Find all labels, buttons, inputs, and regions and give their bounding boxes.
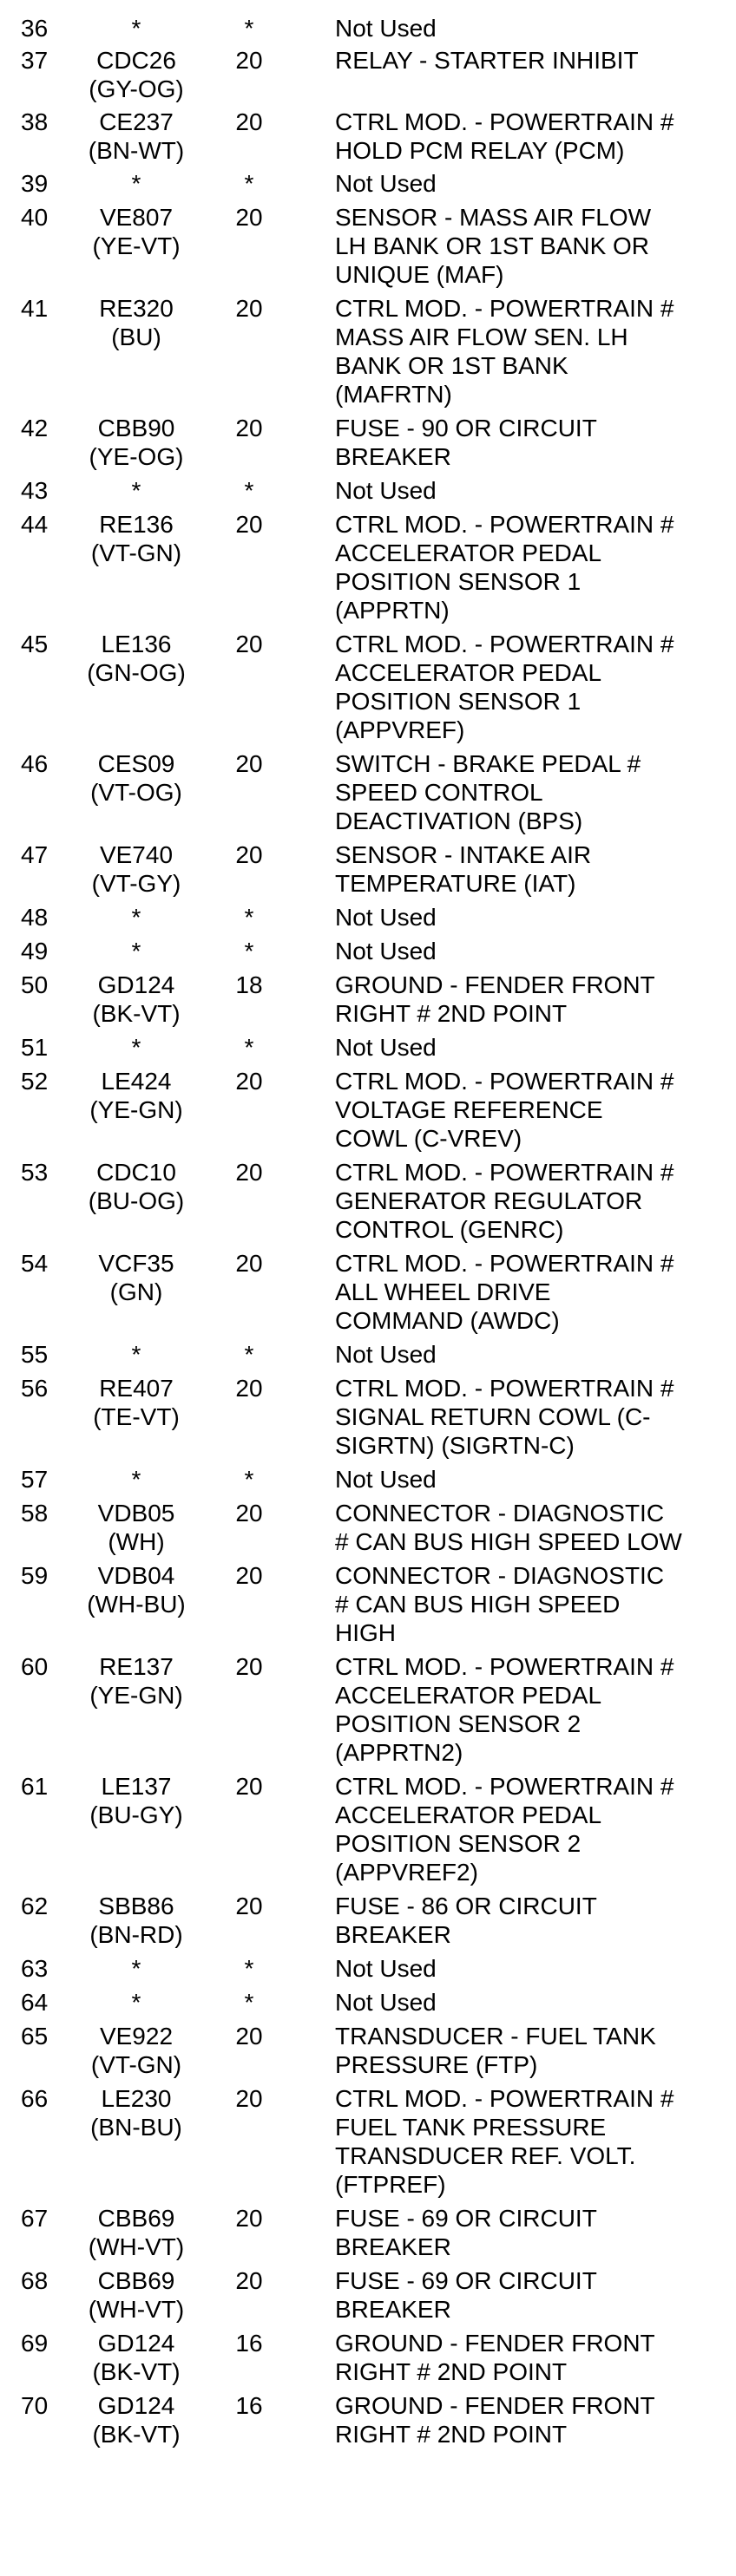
wire-gauge: 20 bbox=[235, 1893, 263, 1919]
pin-number: 70 bbox=[21, 2392, 49, 2419]
wire-gauge: * bbox=[244, 15, 254, 42]
circuit-code: * bbox=[131, 1034, 141, 1061]
circuit-cell bbox=[71, 1067, 201, 1124]
circuit-description: RELAY - STARTER INHIBIT bbox=[335, 47, 639, 74]
circuit-cell bbox=[71, 1374, 201, 1431]
wire-color: (WH) bbox=[108, 1528, 165, 1555]
circuit-code: LE137 bbox=[101, 1773, 172, 1800]
pin-number: 38 bbox=[21, 108, 49, 135]
pin-number: 63 bbox=[21, 1955, 49, 1982]
wire-color: (WH-VT) bbox=[88, 2233, 185, 2260]
pin-number: 45 bbox=[21, 631, 49, 657]
circuit-cell bbox=[71, 1158, 201, 1215]
circuit-code: RE407 bbox=[99, 1375, 174, 1402]
table-row bbox=[0, 840, 736, 898]
table-row bbox=[0, 903, 736, 932]
circuit-code: CDC26 bbox=[96, 47, 176, 74]
circuit-description: GROUND - FENDER FRONT RIGHT # 2ND POINT bbox=[335, 2330, 655, 2385]
table-row bbox=[0, 1652, 736, 1767]
circuit-cell bbox=[71, 1499, 201, 1556]
pin-number: 65 bbox=[21, 2023, 49, 2050]
circuit-cell bbox=[71, 937, 201, 965]
circuit-cell bbox=[71, 414, 201, 471]
pin-number: 67 bbox=[21, 2205, 49, 2232]
circuit-description: Not Used bbox=[335, 938, 437, 964]
circuit-code: VE922 bbox=[99, 2023, 174, 2050]
wire-color: (BN-WT) bbox=[88, 137, 185, 164]
table-row bbox=[0, 1374, 736, 1460]
circuit-cell bbox=[71, 903, 201, 932]
table-row bbox=[0, 971, 736, 1028]
wire-color: (YE-GN) bbox=[89, 1682, 183, 1709]
pin-number: 51 bbox=[21, 1034, 49, 1061]
circuit-code: LE424 bbox=[101, 1068, 172, 1095]
pin-number: 54 bbox=[21, 1250, 49, 1277]
pin-number: 55 bbox=[21, 1341, 49, 1368]
circuit-description: SENSOR - INTAKE AIR TEMPERATURE (IAT) bbox=[335, 841, 592, 897]
circuit-code: VDB04 bbox=[97, 1562, 175, 1589]
table-row bbox=[0, 203, 736, 289]
wire-gauge: 18 bbox=[235, 971, 263, 998]
pin-number: 47 bbox=[21, 841, 49, 868]
wire-gauge: * bbox=[244, 1466, 254, 1493]
wire-gauge: * bbox=[244, 477, 254, 504]
wire-color: (BK-VT) bbox=[92, 2421, 181, 2448]
wire-color: (YE-OG) bbox=[89, 443, 184, 470]
circuit-description: FUSE - 90 OR CIRCUIT BREAKER bbox=[335, 415, 597, 470]
circuit-description: Not Used bbox=[335, 15, 437, 42]
circuit-description: FUSE - 69 OR CIRCUIT BREAKER bbox=[335, 2267, 597, 2323]
circuit-code: CE237 bbox=[99, 108, 174, 135]
circuit-description: CTRL MOD. - POWERTRAIN # SIGNAL RETURN COWL (C- SIGRTN) (SIGRTN-C) bbox=[335, 1375, 674, 1459]
wire-color: (BU-GY) bbox=[89, 1801, 183, 1828]
wire-gauge: * bbox=[244, 904, 254, 931]
table-row bbox=[0, 1772, 736, 1886]
table-row bbox=[0, 1033, 736, 1062]
circuit-cell bbox=[71, 1249, 201, 1306]
circuit-code: VE740 bbox=[99, 841, 174, 868]
circuit-cell bbox=[71, 971, 201, 1028]
pin-number: 48 bbox=[21, 904, 49, 931]
pin-number: 46 bbox=[21, 750, 49, 777]
circuit-code: VDB05 bbox=[97, 1500, 175, 1527]
wire-gauge: 20 bbox=[235, 750, 263, 777]
wire-color: (VT-GN) bbox=[90, 539, 182, 566]
wire-gauge: * bbox=[244, 170, 254, 197]
circuit-description: CTRL MOD. - POWERTRAIN # HOLD PCM RELAY (PCM) bbox=[335, 108, 674, 164]
wire-color: (BN-RD) bbox=[89, 1921, 183, 1948]
pin-number: 43 bbox=[21, 477, 49, 504]
circuit-description: SENSOR - MASS AIR FLOW LH BANK OR 1ST BANK OR UNIQUE (MAF) bbox=[335, 204, 652, 288]
wire-color: (WH-BU) bbox=[87, 1591, 186, 1618]
circuit-cell bbox=[71, 14, 201, 42]
wire-gauge: 20 bbox=[235, 47, 263, 74]
wire-color: (TE-VT) bbox=[93, 1403, 180, 1430]
table-row bbox=[0, 510, 736, 624]
circuit-code: * bbox=[131, 170, 141, 197]
circuit-cell bbox=[71, 630, 201, 687]
circuit-cell bbox=[71, 2391, 201, 2449]
circuit-cell bbox=[71, 749, 201, 807]
table-row bbox=[0, 476, 736, 505]
table-row bbox=[0, 2266, 736, 2324]
table-row bbox=[0, 14, 736, 42]
table-row bbox=[0, 1158, 736, 1244]
table-row bbox=[0, 414, 736, 471]
circuit-cell bbox=[71, 2204, 201, 2261]
wire-color: (GY-OG) bbox=[89, 75, 184, 102]
pin-number: 59 bbox=[21, 1562, 49, 1589]
pin-number: 50 bbox=[21, 971, 49, 998]
pin-number: 44 bbox=[21, 511, 49, 538]
circuit-description: Not Used bbox=[335, 170, 437, 197]
wire-gauge: 20 bbox=[235, 108, 263, 135]
wire-gauge: * bbox=[244, 1034, 254, 1061]
circuit-description: Not Used bbox=[335, 1034, 437, 1061]
circuit-description: CTRL MOD. - POWERTRAIN # FUEL TANK PRESSURE TRANSDUCER REF. VOLT. (FTPREF) bbox=[335, 2085, 674, 2198]
circuit-description: CTRL MOD. - POWERTRAIN # ACCELERATOR PEDAL POSITION SENSOR 2 (APPRTN2) bbox=[335, 1653, 674, 1766]
pin-number: 68 bbox=[21, 2267, 49, 2294]
wire-color: (BK-VT) bbox=[92, 2358, 181, 2385]
circuit-cell bbox=[71, 1465, 201, 1494]
circuit-code: GD124 bbox=[97, 2330, 175, 2357]
circuit-cell bbox=[71, 1892, 201, 1949]
circuit-cell bbox=[71, 1954, 201, 1983]
circuit-description: CTRL MOD. - POWERTRAIN # ALL WHEEL DRIVE COMMAND (AWDC) bbox=[335, 1250, 674, 1334]
pin-number: 40 bbox=[21, 204, 49, 231]
pin-number: 49 bbox=[21, 938, 49, 964]
wire-color: (BK-VT) bbox=[92, 1000, 181, 1027]
circuit-description: TRANSDUCER - FUEL TANK PRESSURE (FTP) bbox=[335, 2023, 656, 2078]
pin-number: 36 bbox=[21, 15, 49, 42]
table-row bbox=[0, 749, 736, 835]
circuit-description: Not Used bbox=[335, 904, 437, 931]
circuit-description: Not Used bbox=[335, 1955, 437, 1982]
circuit-cell bbox=[71, 108, 201, 165]
table-row bbox=[0, 294, 736, 409]
circuit-code: CBB90 bbox=[97, 415, 175, 441]
wire-gauge: 16 bbox=[235, 2392, 263, 2419]
wire-gauge: 20 bbox=[235, 1159, 263, 1186]
circuit-cell bbox=[71, 1033, 201, 1062]
wire-gauge: 20 bbox=[235, 1773, 263, 1800]
circuit-code: VE807 bbox=[99, 204, 174, 231]
circuit-description: FUSE - 69 OR CIRCUIT BREAKER bbox=[335, 2205, 597, 2260]
circuit-code: SBB86 bbox=[98, 1893, 174, 1919]
circuit-cell bbox=[71, 1988, 201, 2017]
circuit-cell bbox=[71, 203, 201, 260]
table-row bbox=[0, 630, 736, 744]
circuit-code: * bbox=[131, 1955, 141, 1982]
table-row bbox=[0, 937, 736, 965]
circuit-cell bbox=[71, 2084, 201, 2141]
circuit-code: * bbox=[131, 1466, 141, 1493]
circuit-code: CBB69 bbox=[97, 2267, 175, 2294]
pin-number: 56 bbox=[21, 1375, 49, 1402]
circuit-cell bbox=[71, 169, 201, 198]
pin-number: 42 bbox=[21, 415, 49, 441]
circuit-description: CONNECTOR - DIAGNOSTIC # CAN BUS HIGH SPEED HIGH bbox=[335, 1562, 665, 1646]
pin-number: 61 bbox=[21, 1773, 49, 1800]
circuit-cell bbox=[71, 2266, 201, 2324]
wire-color: (BU-OG) bbox=[88, 1187, 185, 1214]
wire-gauge: 20 bbox=[235, 841, 263, 868]
circuit-code: RE320 bbox=[99, 295, 174, 322]
wire-color: (BN-BU) bbox=[90, 2114, 182, 2141]
wire-gauge: 20 bbox=[235, 631, 263, 657]
wire-gauge: * bbox=[244, 1341, 254, 1368]
circuit-description: CTRL MOD. - POWERTRAIN # VOLTAGE REFERENCE COWL (C-VREV) bbox=[335, 1068, 674, 1152]
pin-number: 39 bbox=[21, 170, 49, 197]
circuit-cell bbox=[71, 294, 201, 351]
wire-gauge: 20 bbox=[235, 2267, 263, 2294]
circuit-code: * bbox=[131, 904, 141, 931]
wire-gauge: 20 bbox=[235, 1562, 263, 1589]
circuit-code: GD124 bbox=[97, 2392, 175, 2419]
circuit-cell bbox=[71, 1772, 201, 1829]
wire-color: (VT-GY) bbox=[91, 870, 181, 897]
circuit-code: * bbox=[131, 15, 141, 42]
wire-color: (BU) bbox=[111, 324, 161, 350]
wire-color: (YE-VT) bbox=[92, 232, 181, 259]
pin-number: 41 bbox=[21, 295, 49, 322]
table-row bbox=[0, 2204, 736, 2261]
wire-gauge: 20 bbox=[235, 204, 263, 231]
table-row bbox=[0, 1067, 736, 1153]
pin-number: 62 bbox=[21, 1893, 49, 1919]
circuit-code: CES09 bbox=[97, 750, 175, 777]
circuit-cell bbox=[71, 1561, 201, 1618]
circuit-code: LE136 bbox=[101, 631, 172, 657]
wire-gauge: 20 bbox=[235, 1653, 263, 1680]
table-row bbox=[0, 46, 736, 103]
pin-number: 64 bbox=[21, 1989, 49, 2016]
pin-number: 66 bbox=[21, 2085, 49, 2112]
circuit-code: CBB69 bbox=[97, 2205, 175, 2232]
pin-number: 52 bbox=[21, 1068, 49, 1095]
pin-number: 57 bbox=[21, 1466, 49, 1493]
circuit-code: RE136 bbox=[99, 511, 174, 538]
table-row bbox=[0, 1561, 736, 1647]
table-row bbox=[0, 1465, 736, 1494]
table-row bbox=[0, 2022, 736, 2079]
wire-color: (WH-VT) bbox=[88, 2296, 185, 2323]
table-row bbox=[0, 1249, 736, 1335]
pin-number: 53 bbox=[21, 1159, 49, 1186]
circuit-description: FUSE - 86 OR CIRCUIT BREAKER bbox=[335, 1893, 597, 1948]
wire-color: (GN) bbox=[109, 1278, 163, 1305]
circuit-code: * bbox=[131, 938, 141, 964]
pin-number: 69 bbox=[21, 2330, 49, 2357]
wire-color: (YE-GN) bbox=[89, 1096, 183, 1123]
wire-color: (GN-OG) bbox=[87, 659, 186, 686]
circuit-description: GROUND - FENDER FRONT RIGHT # 2ND POINT bbox=[335, 2392, 655, 2448]
wire-color: (VT-GN) bbox=[90, 2051, 182, 2078]
circuit-description: Not Used bbox=[335, 1341, 437, 1368]
wire-gauge: 20 bbox=[235, 415, 263, 441]
circuit-description: Not Used bbox=[335, 1989, 437, 2016]
table-row bbox=[0, 1988, 736, 2017]
wire-gauge: 20 bbox=[235, 2205, 263, 2232]
circuit-description: CONNECTOR - DIAGNOSTIC # CAN BUS HIGH SPEED LOW bbox=[335, 1500, 682, 1555]
pin-number: 60 bbox=[21, 1653, 49, 1680]
circuit-description: GROUND - FENDER FRONT RIGHT # 2ND POINT bbox=[335, 971, 655, 1027]
table-row bbox=[0, 2329, 736, 2386]
circuit-cell bbox=[71, 46, 201, 103]
circuit-description: CTRL MOD. - POWERTRAIN # ACCELERATOR PEDAL POSITION SENSOR 1 (APPVREF) bbox=[335, 631, 674, 743]
wire-gauge: 20 bbox=[235, 2023, 263, 2050]
circuit-description: CTRL MOD. - POWERTRAIN # MASS AIR FLOW SEN. LH BANK OR 1ST BANK (MAFRTN) bbox=[335, 295, 674, 408]
wire-gauge: 20 bbox=[235, 511, 263, 538]
wire-gauge: 16 bbox=[235, 2330, 263, 2357]
pin-number: 37 bbox=[21, 47, 49, 74]
circuit-description: CTRL MOD. - POWERTRAIN # ACCELERATOR PEDAL POSITION SENSOR 2 (APPVREF2) bbox=[335, 1773, 674, 1886]
table-row bbox=[0, 1892, 736, 1949]
table-row bbox=[0, 1499, 736, 1556]
circuit-cell bbox=[71, 2022, 201, 2079]
wire-color: (VT-OG) bbox=[90, 779, 182, 806]
circuit-code: VCF35 bbox=[98, 1250, 174, 1277]
circuit-code: CDC10 bbox=[96, 1159, 176, 1186]
circuit-description: CTRL MOD. - POWERTRAIN # ACCELERATOR PEDAL POSITION SENSOR 1 (APPRTN) bbox=[335, 511, 674, 624]
wire-gauge: * bbox=[244, 938, 254, 964]
wire-gauge: 20 bbox=[235, 1375, 263, 1402]
circuit-code: * bbox=[131, 477, 141, 504]
circuit-cell bbox=[71, 476, 201, 505]
circuit-code: * bbox=[131, 1341, 141, 1368]
circuit-description: CTRL MOD. - POWERTRAIN # GENERATOR REGULATOR CONTROL (GENRC) bbox=[335, 1159, 674, 1243]
circuit-cell bbox=[71, 1340, 201, 1369]
circuit-description: Not Used bbox=[335, 477, 437, 504]
table-row bbox=[0, 1954, 736, 1983]
circuit-code: * bbox=[131, 1989, 141, 2016]
wire-gauge: 20 bbox=[235, 2085, 263, 2112]
circuit-code: LE230 bbox=[101, 2085, 172, 2112]
circuit-cell bbox=[71, 510, 201, 567]
wire-gauge: * bbox=[244, 1955, 254, 1982]
wire-gauge: 20 bbox=[235, 1068, 263, 1095]
circuit-cell bbox=[71, 840, 201, 898]
circuit-cell bbox=[71, 1652, 201, 1710]
circuit-code: RE137 bbox=[99, 1653, 174, 1680]
table-row bbox=[0, 169, 736, 198]
circuit-description: Not Used bbox=[335, 1466, 437, 1493]
table-row bbox=[0, 1340, 736, 1369]
wire-gauge: 20 bbox=[235, 295, 263, 322]
circuit-description: SWITCH - BRAKE PEDAL # SPEED CONTROL DEACTIVATION (BPS) bbox=[335, 750, 641, 834]
wire-gauge: 20 bbox=[235, 1500, 263, 1527]
table-row bbox=[0, 2084, 736, 2199]
wire-gauge: * bbox=[244, 1989, 254, 2016]
table-row bbox=[0, 2391, 736, 2449]
wire-gauge: 20 bbox=[235, 1250, 263, 1277]
table-row bbox=[0, 108, 736, 165]
pin-number: 58 bbox=[21, 1500, 49, 1527]
circuit-cell bbox=[71, 2329, 201, 2386]
circuit-code: GD124 bbox=[97, 971, 175, 998]
